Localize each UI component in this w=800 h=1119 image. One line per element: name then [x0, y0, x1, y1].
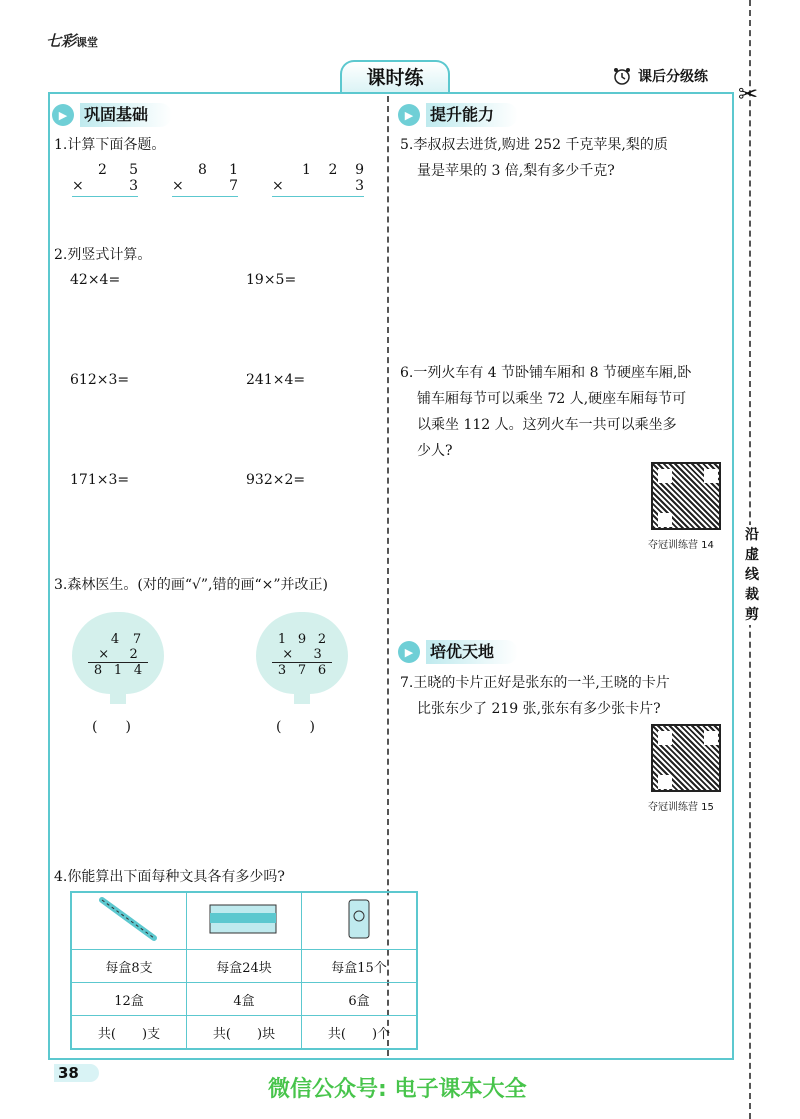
qr-caption: 夺冠训练营 15: [648, 802, 714, 813]
level-label: 课后分级练: [612, 66, 708, 86]
vertical-multiplication: 2 5 × 3: [72, 162, 138, 197]
multiplication-check: 1 9 2 × 3 3 7 6: [272, 632, 332, 678]
sharpener-icon: [344, 896, 374, 942]
tree-trunk: [110, 690, 126, 704]
watermark-text: 微信公众号: 电子课本大全: [268, 1077, 527, 1102]
answer-cell: 共( )块: [187, 1016, 302, 1050]
tree-trunk: [294, 690, 310, 704]
question-7: 7.王晓的卡片正好是张东的一半,王晓的卡片 比张东少了 219 张,张东有多少张卡片?: [400, 675, 670, 717]
expression: 171×3=: [70, 472, 130, 488]
pencil-cell: [71, 892, 187, 950]
expression: 241×4=: [246, 372, 306, 388]
triangle-bullet-icon: ▶: [398, 104, 420, 126]
question-5: 5.李叔叔去进货,购进 252 千克苹果,梨的质 量是苹果的 3 倍,梨有多少千克?: [400, 137, 668, 179]
vertical-multiplication: 8 1 × 7: [172, 162, 238, 197]
pencil-icon: [94, 896, 164, 942]
answer-cell: 共( )个: [302, 1016, 418, 1050]
answer-paren: ( ): [276, 719, 315, 735]
qr-code-icon: [651, 724, 721, 792]
table-cell: 每盒15个: [302, 950, 418, 983]
brand-logo: 七彩课堂: [46, 32, 99, 50]
section-advanced: ▶ 培优天地: [398, 640, 518, 664]
question-6: 6.一列火车有 4 节卧铺车厢和 8 节硬座车厢,卧 铺车厢每节可以乘坐 72 人,硬座车厢每节可 以乘坐 112 人。这列火车一共可以乘坐多 少人?: [400, 365, 692, 459]
section-improve: ▶ 提升能力: [398, 103, 518, 127]
multiplication-check: 4 7 × 2 8 1 4: [88, 632, 148, 678]
stationery-table: [70, 891, 418, 1050]
question-2: 2.列竖式计算。: [54, 247, 152, 263]
clock-icon: [612, 66, 632, 86]
page-title: 课时练: [340, 60, 450, 94]
eraser-cell: [187, 892, 302, 950]
question-3: 3.森林医生。(对的画“√”,错的画“×”并改正): [54, 577, 329, 593]
scissors-icon: ✂: [738, 80, 759, 108]
answer-paren: ( ): [92, 719, 131, 735]
answer-cell: 共( )支: [71, 1016, 187, 1050]
triangle-bullet-icon: ▶: [52, 104, 74, 126]
section-basic: ▶ 巩固基础: [52, 103, 172, 127]
table-cell: 6盒: [302, 983, 418, 1016]
expression: 612×3=: [70, 372, 130, 388]
table-cell: 每盒24块: [187, 950, 302, 983]
eraser-icon: [206, 899, 282, 939]
expression: 19×5=: [246, 272, 297, 288]
sharpener-cell: [302, 892, 418, 950]
table-cell: 每盒8支: [71, 950, 187, 983]
expression: 932×2=: [246, 472, 306, 488]
page-number: 38: [54, 1064, 99, 1082]
question-4: 4.你能算出下面每种文具各有多少吗?: [54, 869, 285, 885]
expression: 42×4=: [70, 272, 121, 288]
table-cell: 12盒: [71, 983, 187, 1016]
triangle-bullet-icon: ▶: [398, 641, 420, 663]
table-cell: 4盒: [187, 983, 302, 1016]
cut-instruction: 沿虚线裁剪: [742, 525, 762, 625]
qr-caption: 夺冠训练营 14: [648, 540, 714, 551]
question-1: 1.计算下面各题。: [54, 137, 166, 153]
qr-code-icon: [651, 462, 721, 530]
vertical-multiplication: 1 2 9 × 3: [272, 162, 364, 197]
